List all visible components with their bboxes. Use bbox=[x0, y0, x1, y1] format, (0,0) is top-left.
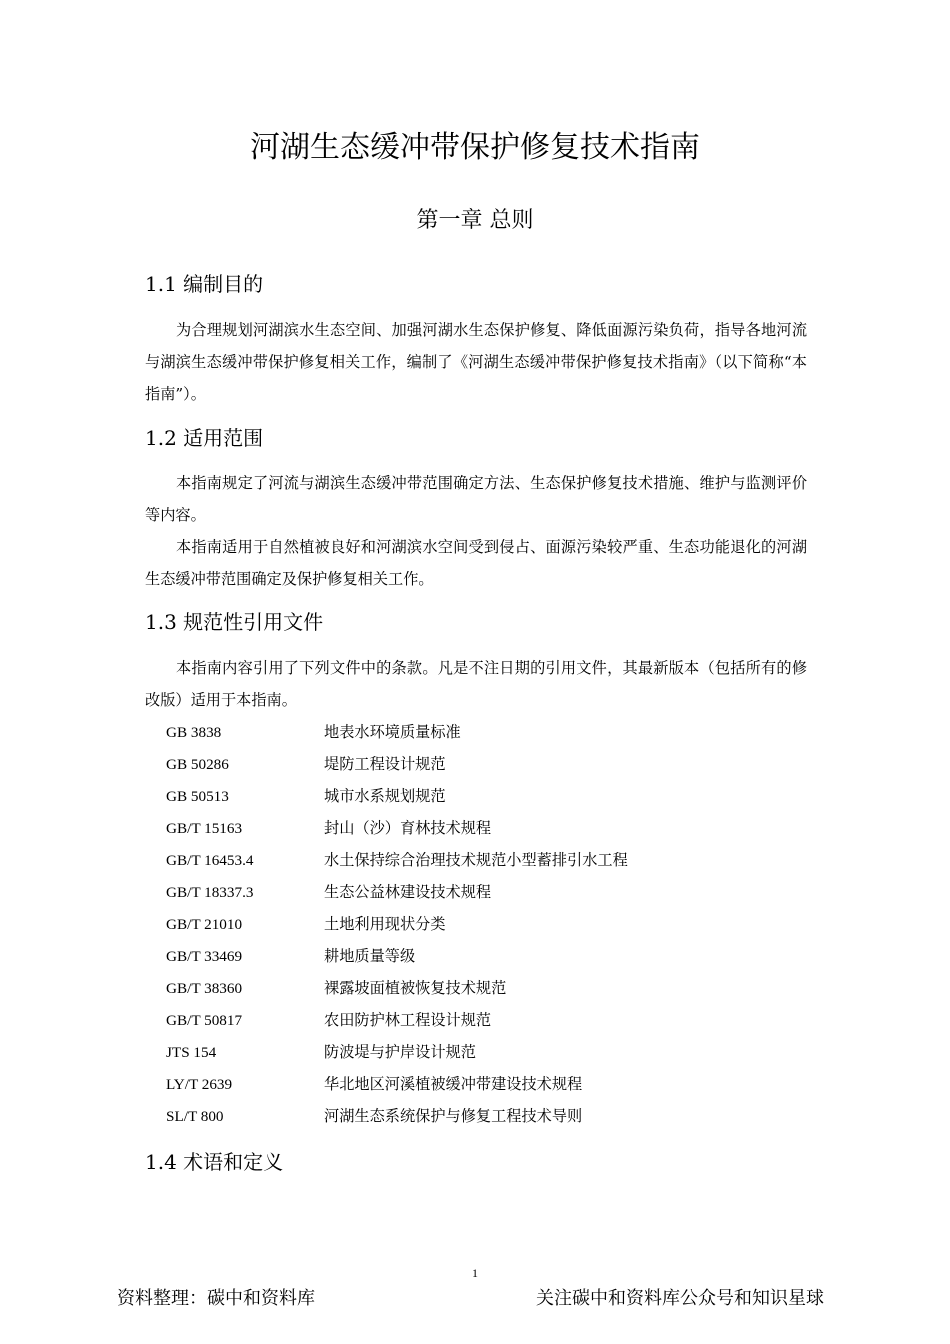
reference-name: 城市水系规划规范 bbox=[324, 787, 446, 805]
reference-code: GB/T 38360 bbox=[166, 980, 243, 997]
footer-follow-note: 关注碳中和资料库公众号和知识星球 bbox=[536, 1288, 824, 1309]
reference-name: 农田防护林工程设计规范 bbox=[324, 1011, 492, 1029]
section-number: 1.1 bbox=[145, 272, 177, 296]
chapter-title: 第一章 总则 bbox=[416, 208, 534, 233]
reference-name: 防波堤与护岸设计规范 bbox=[324, 1043, 476, 1061]
reference-name: 水土保持综合治理技术规范小型蓄排引水工程 bbox=[324, 851, 628, 869]
reference-name: 地表水环境质量标准 bbox=[324, 723, 461, 741]
reference-code: GB/T 50817 bbox=[166, 1012, 243, 1029]
reference-code: JTS 154 bbox=[166, 1044, 217, 1061]
paragraph-scope-1: 本指南规定了河流与湖滨生态缓冲带范围确定方法、生态保护修复技术措施、维护与监测评价等内容。 bbox=[145, 474, 807, 524]
paragraph-scope-2: 本指南适用于自然植被良好和河湖滨水空间受到侵占、面源污染较严重、生态功能退化的河湖生态缓冲带范围确定及保护修复相关工作。 bbox=[145, 538, 807, 588]
section-title: 适用范围 bbox=[183, 426, 264, 450]
reference-code: GB/T 33469 bbox=[166, 948, 243, 965]
section-number: 1.4 bbox=[145, 1150, 177, 1174]
reference-name: 生态公益林建设技术规程 bbox=[324, 883, 492, 901]
reference-item bbox=[166, 972, 628, 1004]
section-heading-1-2 bbox=[145, 422, 263, 454]
reference-item bbox=[166, 1068, 628, 1100]
reference-name: 耕地质量等级 bbox=[324, 947, 416, 965]
section-heading-1-4 bbox=[145, 1146, 283, 1178]
reference-code: GB/T 15163 bbox=[166, 820, 243, 837]
reference-item bbox=[166, 876, 628, 908]
reference-item bbox=[166, 908, 628, 940]
reference-name: 土地利用现状分类 bbox=[324, 915, 446, 933]
reference-item bbox=[166, 748, 628, 780]
reference-name: 裸露坡面植被恢复技术规范 bbox=[324, 979, 507, 997]
reference-code: GB 3838 bbox=[166, 724, 222, 741]
paragraph-purpose: 为合理规划河湖滨水生态空间、加强河湖水生态保护修复、降低面源污染负荷，指导各地河流与湖滨生态缓冲带保护修复相关工作，编制了《河湖生态缓冲带保护修复技术指南》（以下简称“本指南”）。 bbox=[145, 321, 807, 403]
reference-item bbox=[166, 1004, 628, 1036]
section-heading-1-1 bbox=[145, 268, 263, 300]
reference-item bbox=[166, 812, 628, 844]
footer-source: 资料整理：碳中和资料库 bbox=[117, 1288, 315, 1309]
reference-list bbox=[166, 716, 628, 1132]
section-title: 编制目的 bbox=[183, 272, 264, 296]
paragraph-references-intro: 本指南内容引用了下列文件中的条款。凡是不注日期的引用文件，其最新版本（包括所有的修改版）适用于本指南。 bbox=[145, 659, 807, 709]
reference-item bbox=[166, 780, 628, 812]
reference-item bbox=[166, 940, 628, 972]
section-heading-1-3 bbox=[145, 606, 323, 638]
reference-name: 河湖生态系统保护与修复工程技术导则 bbox=[324, 1107, 583, 1125]
reference-code: GB 50513 bbox=[166, 788, 229, 805]
reference-item bbox=[166, 1100, 628, 1132]
document-title: 河湖生态缓冲带保护修复技术指南 bbox=[250, 130, 700, 165]
reference-code: LY/T 2639 bbox=[166, 1076, 233, 1093]
reference-code: GB/T 16453.4 bbox=[166, 852, 254, 869]
reference-name: 封山（沙）育林技术规程 bbox=[324, 819, 492, 837]
reference-code: GB/T 21010 bbox=[166, 916, 243, 933]
section-number: 1.2 bbox=[145, 426, 177, 450]
page-number: 1 bbox=[472, 1266, 478, 1280]
reference-code: SL/T 800 bbox=[166, 1108, 224, 1125]
section-title: 术语和定义 bbox=[183, 1150, 284, 1174]
reference-code: GB/T 18337.3 bbox=[166, 884, 254, 901]
reference-item bbox=[166, 716, 628, 748]
reference-item bbox=[166, 1036, 628, 1068]
reference-name: 华北地区河溪植被缓冲带建设技术规程 bbox=[324, 1075, 583, 1093]
reference-name: 堤防工程设计规范 bbox=[324, 755, 446, 773]
reference-code: GB 50286 bbox=[166, 756, 229, 773]
reference-item bbox=[166, 844, 628, 876]
section-title: 规范性引用文件 bbox=[183, 610, 324, 634]
section-number: 1.3 bbox=[145, 610, 177, 634]
